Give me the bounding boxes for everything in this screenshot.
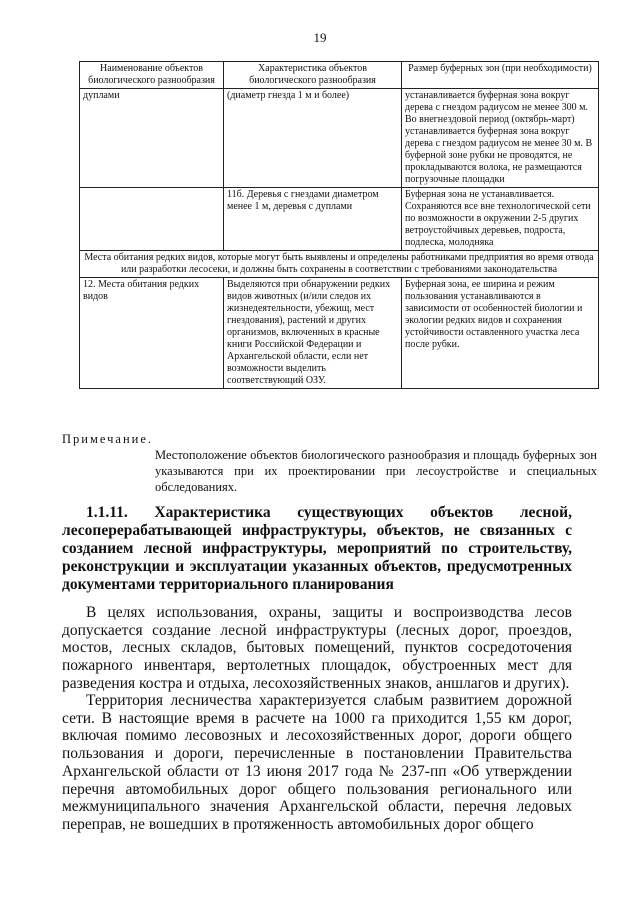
table-header-row	[80, 62, 599, 89]
table-note	[62, 431, 597, 495]
header-object-name: Наименование объектов биологического разнообразия	[80, 62, 224, 89]
note-label: Примечание.	[62, 432, 154, 446]
section-heading: 1.1.11. Характеристика существующих объектов лесной, лесоперерабатывающей инфраструктуры, объектов, не связанных с созданием лесной инфраструктуры, мероприятий по строительству, реконструкции и эксплуатации указанных объектов, предусмотренных документами территориального планирования	[62, 504, 572, 593]
biodiversity-table	[79, 61, 599, 389]
page-number: 19	[313, 30, 327, 45]
header-buffer-zone-size: Размер буферных зон (при необходимости)	[402, 62, 599, 89]
rare-species-section-cell: Места обитания редких видов, которые могут быть выявлены и определены работниками предприятия во время отвода или разработки лесосеки, и должны быть сохранены в соответствии с требованиями законодательства	[80, 251, 599, 278]
table-row	[80, 278, 599, 389]
table-row	[80, 188, 599, 251]
header-object-characteristic: Характеристика объектов биологического разнообразия	[224, 62, 402, 89]
body-paragraph: В целях использования, охраны, защиты и воспроизводства лесов допускается создание лесной инфраструктуры (лесных дорог, проездов, мостов, лесных складов, бытовых помещений, пунктов сосредоточения пожарного инвентаря, вертолетных площадок, обустроенных мест для разведения костра и отдыха, лесохозяйственных знаков, аншлагов и других).	[62, 604, 572, 692]
table-row	[80, 89, 599, 188]
note-text: Местоположение объектов биологического разнообразия и площадь буферных зон указываются при их проектировании при лесоустройстве и специальных обследованиях.	[155, 448, 597, 494]
table-cell: Буферная зона, ее ширина и режим пользования устанавливаются в зависимости от особенностей биологии и экологии редких видов и сохранения устойчивости оставленного участка леса после рубки.	[402, 278, 599, 389]
table-cell	[80, 188, 224, 251]
table-cell: дуплами	[80, 89, 224, 188]
table-section-row	[80, 251, 599, 278]
body-paragraph: Территория лесничества характеризуется слабым развитием дорожной сети. В настоящие время в расчете на 1000 га приходится 1,55 км дорог, включая помимо лесовозных и лесохозяйственных дорог, дороги общего пользования и дороги, перечисленные в постановлении Правительства Архангельской области от 13 июня 2017 года № 237-пп «Об утверждении перечня автомобильных дорог общего пользования регионального или межмуниципального значения Архангельской области, перечня ледовых переправ, не вошедших в протяженность автомобильных дорог общего	[62, 692, 572, 833]
table-cell: 12. Места обитания редких видов	[80, 278, 224, 389]
table-cell: Буферная зона не устанавливается. Сохраняются все вне технологической сети по возможности в окружении 2-5 других ветроустойчивых деревьев, подроста, подлеска, молодняка	[402, 188, 599, 251]
table-cell: (диаметр гнезда 1 м и более)	[224, 89, 402, 188]
table-cell: Выделяются при обнаружении редких видов животных (и/или следов их жизнедеятельности, убежищ, мест гнездования), растений и других организмов, включенных в красные книги Российской Федерации и Архангельской области, если нет возможности выделить соответствующий ОЗУ.	[224, 278, 402, 389]
table-cell: 11б. Деревья с гнездами диаметром менее 1 м, деревья с дуплами	[224, 188, 402, 251]
table-cell: устанавливается буферная зона вокруг дерева с гнездом радиусом не менее 300 м. Во внегнездовой период (октябрь-март) устанавливается буферная зона вокруг дерева с гнездом радиусом не менее 30 м. В буферной зоне рубки не проводятся, не прокладываются волока, не размещаются погрузочные площадки	[402, 89, 599, 188]
